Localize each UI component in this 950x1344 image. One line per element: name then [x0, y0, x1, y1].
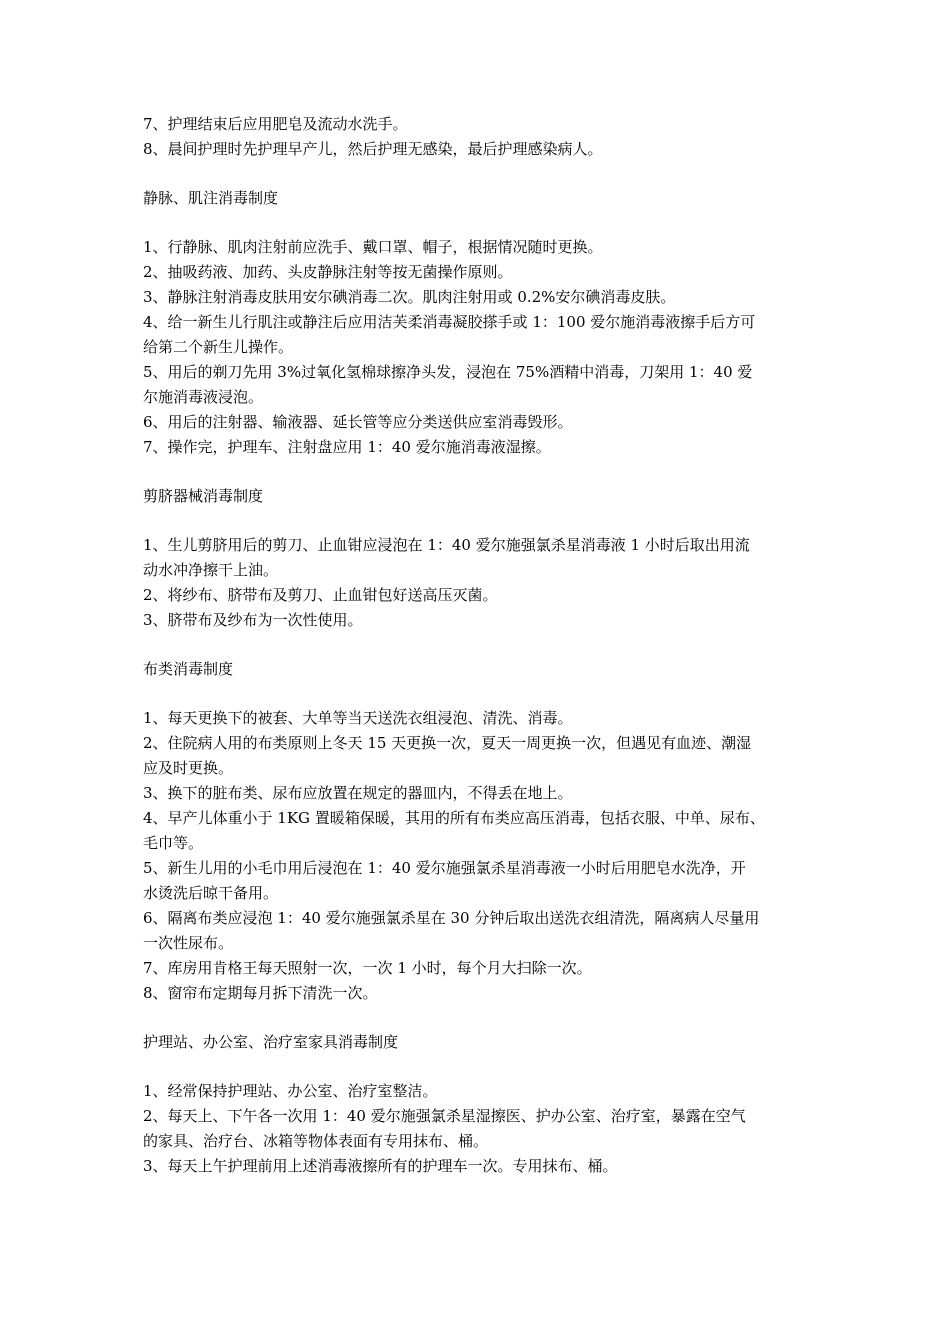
- section-line: 4、早产儿体重小于 1KG 置暖箱保暖，其用的所有布类应高压消毒，包括衣服、中单、尿布、: [143, 809, 765, 827]
- section-line: 1、经常保持护理站、办公室、治疗室整洁。: [143, 1082, 438, 1100]
- section-line: 的家具、治疗台、冰箱等物体表面有专用抹布、桶。: [143, 1132, 489, 1150]
- section-line: 2、将纱布、脐带布及剪刀、止血钳包好送高压灭菌。: [143, 586, 498, 604]
- intro-item: 8、晨间护理时先护理早产儿，然后护理无感染，最后护理感染病人。: [143, 140, 603, 158]
- section-line: 6、用后的注射器、输液器、延长管等应分类送供应室消毒毁形。: [143, 413, 573, 431]
- section-line: 1、行静脉、肌肉注射前应洗手、戴口罩、帽子，根据情况随时更换。: [143, 238, 603, 256]
- section-heading-iv-im: 静脉、肌注消毒制度: [143, 189, 279, 207]
- section-line: 7、库房用肯格王每天照射一次，一次 1 小时，每个月大扫除一次。: [143, 959, 592, 977]
- document-page: [143, 112, 811, 1179]
- section-line: 3、静脉注射消毒皮肤用安尔碘消毒二次。肌肉注射用或 0.2%安尔碘消毒皮肤。: [143, 288, 676, 306]
- section-line: 4、给一新生儿行肌注或静注后应用洁芙柔消毒凝胶搽手或 1：100 爱尔施消毒液擦手后方可: [143, 313, 756, 331]
- section-heading-linen: 布类消毒制度: [143, 660, 234, 678]
- section-line: 水烫洗后晾干备用。: [143, 884, 279, 902]
- section-line: 3、脐带布及纱布为一次性使用。: [143, 611, 363, 629]
- section-line: 7、操作完，护理车、注射盘应用 1：40 爱尔施消毒液湿擦。: [143, 438, 551, 456]
- section-line: 3、换下的脏布类、尿布应放置在规定的器皿内，不得丢在地上。: [143, 784, 573, 802]
- section-line: 2、抽吸药液、加药、头皮静脉注射等按无菌操作原则。: [143, 263, 513, 281]
- section-line: 一次性尿布。: [143, 934, 234, 952]
- section-line: 2、住院病人用的布类原则上冬天 15 天更换一次，夏天一周更换一次，但遇见有血迹、潮湿: [143, 734, 752, 752]
- section-line: 5、用后的剃刀先用 3%过氧化氢棉球擦净头发，浸泡在 75%酒精中消毒，刀架用 1：40 爱: [143, 363, 753, 381]
- intro-item: 7、护理结束后应用肥皂及流动水洗手。: [143, 115, 408, 133]
- section-line: 3、每天上午护理前用上述消毒液擦所有的护理车一次。专用抹布、桶。: [143, 1157, 618, 1175]
- section-heading-furniture: 护理站、办公室、治疗室家具消毒制度: [143, 1033, 399, 1051]
- section-line: 2、每天上、下午各一次用 1：40 爱尔施强氯杀星湿擦医、护办公室、治疗室，暴露在空气: [143, 1107, 746, 1125]
- section-heading-umbilical: 剪脐器械消毒制度: [143, 487, 264, 505]
- section-line: 尔施消毒液浸泡。: [143, 388, 264, 406]
- section-line: 应及时更换。: [143, 759, 234, 777]
- section-line: 动水冲净擦干上油。: [143, 561, 279, 579]
- section-line: 5、新生儿用的小毛巾用后浸泡在 1：40 爱尔施强氯杀星消毒液一小时后用肥皂水洗净，开: [143, 859, 746, 877]
- section-line: 6、隔离布类应浸泡 1：40 爱尔施强氯杀星在 30 分钟后取出送洗衣组清洗，隔离病人尽量用: [143, 909, 760, 927]
- section-line: 1、生儿剪脐用后的剪刀、止血钳应浸泡在 1：40 爱尔施强氯杀星消毒液 1 小时后取出用流: [143, 536, 750, 554]
- section-line: 1、每天更换下的被套、大单等当天送洗衣组浸泡、清洗、消毒。: [143, 709, 573, 727]
- section-line: 给第二个新生儿操作。: [143, 338, 294, 356]
- section-line: 8、窗帘布定期每月拆下清洗一次。: [143, 984, 378, 1002]
- section-line: 毛巾等。: [143, 834, 204, 852]
